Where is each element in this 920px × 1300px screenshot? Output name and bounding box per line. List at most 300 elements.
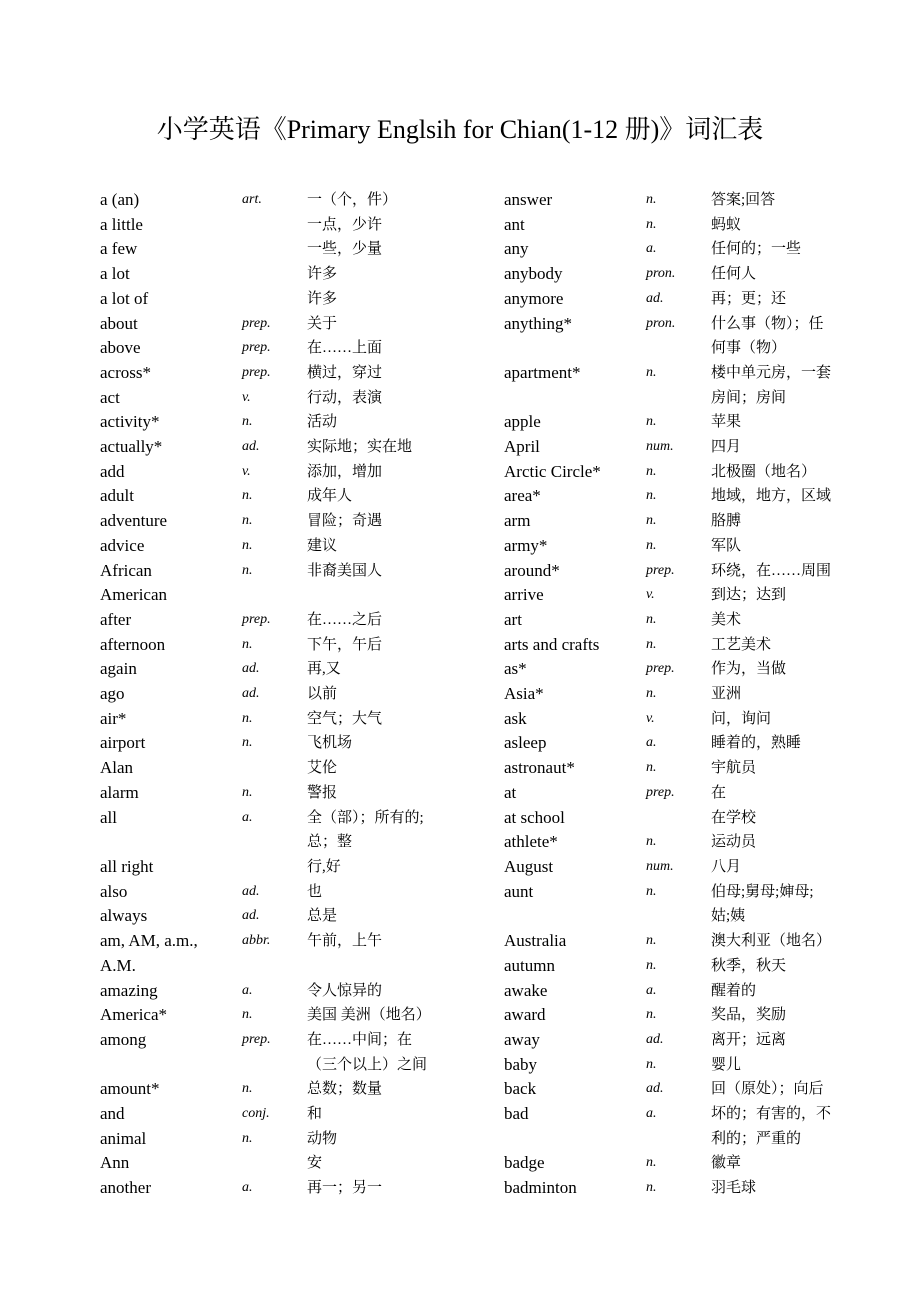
vocab-meaning-line: 行动，表演 xyxy=(307,389,383,406)
vocab-meaning xyxy=(711,806,914,831)
vocab-entry xyxy=(100,361,496,386)
vocab-word-line: badge xyxy=(504,1153,545,1173)
vocab-entry xyxy=(100,509,496,534)
vocab-word xyxy=(504,213,642,238)
vocab-entry xyxy=(504,1053,914,1078)
vocab-entry xyxy=(100,855,496,880)
part-of-speech: v. xyxy=(242,389,251,405)
vocab-word xyxy=(100,237,238,262)
vocab-word-line: anymore xyxy=(504,288,564,308)
vocab-entry xyxy=(100,608,496,633)
vocab-word xyxy=(504,509,642,534)
vocab-word-line: art xyxy=(504,609,522,629)
vocab-meaning-line: 亚洲 xyxy=(711,686,742,703)
vocab-word-line: America* xyxy=(100,1005,168,1025)
vocab-entry xyxy=(100,1003,496,1028)
vocab-entry xyxy=(504,682,914,707)
vocab-word-line: afternoon xyxy=(100,634,166,654)
vocab-meaning xyxy=(711,1176,914,1201)
part-of-speech: n. xyxy=(646,414,657,430)
vocab-entry xyxy=(100,559,496,608)
vocab-word-line: ago xyxy=(100,684,125,704)
vocab-word xyxy=(100,435,238,460)
vocab-column-left xyxy=(100,188,496,1201)
vocab-meaning-line: 许多 xyxy=(307,290,338,307)
vocab-word xyxy=(100,534,238,559)
vocab-meaning-line: 总数；数量 xyxy=(307,1081,383,1098)
part-of-speech: n. xyxy=(242,1081,253,1097)
vocab-word xyxy=(100,682,238,707)
vocab-word-line: area* xyxy=(504,486,541,506)
vocab-word-line: army* xyxy=(504,535,548,555)
vocab-word-line: answer xyxy=(504,190,553,209)
vocab-meaning-line: 胳膊 xyxy=(711,513,742,530)
vocab-word xyxy=(504,608,642,633)
vocab-word-line: aunt xyxy=(504,881,534,901)
part-of-speech: prep. xyxy=(242,315,271,331)
vocab-entry xyxy=(504,830,914,855)
vocab-word xyxy=(504,682,642,707)
vocab-entry xyxy=(504,731,914,756)
vocab-word xyxy=(100,806,238,831)
vocab-meaning-line: 八月 xyxy=(711,858,742,875)
vocab-meaning-line: 在……上面 xyxy=(307,340,383,357)
part-of-speech: a. xyxy=(646,982,657,998)
vocab-entry xyxy=(504,410,914,435)
vocab-meaning xyxy=(307,262,496,287)
vocab-meaning-line: 下午，午后 xyxy=(307,636,383,653)
vocab-entry xyxy=(100,484,496,509)
part-of-speech: n. xyxy=(646,760,657,776)
part-of-speech: n. xyxy=(646,636,657,652)
vocab-meaning-line: 总是 xyxy=(307,908,338,925)
vocab-meaning xyxy=(711,213,914,238)
vocab-meaning xyxy=(307,979,496,1004)
vocab-meaning-line: 何事（物） xyxy=(711,340,787,357)
vocab-word xyxy=(100,707,238,732)
vocab-entry xyxy=(504,1176,914,1201)
vocab-meaning xyxy=(307,386,496,411)
vocab-word xyxy=(100,1127,238,1152)
vocab-word-line: astronaut* xyxy=(504,758,575,778)
vocab-entry xyxy=(504,534,914,559)
vocab-word-line: another xyxy=(100,1178,151,1198)
vocab-entry xyxy=(100,386,496,411)
vocab-entry xyxy=(100,213,496,238)
vocab-word xyxy=(504,1151,642,1176)
vocab-entry xyxy=(100,880,496,905)
vocab-entry xyxy=(504,929,914,954)
vocab-word-line: always xyxy=(100,906,148,926)
part-of-speech: conj. xyxy=(242,1106,270,1122)
vocab-meaning-line: 澳大利亚（地名） xyxy=(711,933,832,950)
vocab-word xyxy=(504,731,642,756)
vocab-word-line: away xyxy=(504,1029,540,1049)
vocab-meaning-line: 宇航员 xyxy=(711,760,757,777)
vocab-entry xyxy=(100,979,496,1004)
vocab-entry xyxy=(100,410,496,435)
vocab-meaning-line: 美术 xyxy=(711,611,742,628)
vocab-word-line: anything* xyxy=(504,313,572,333)
vocab-meaning-line: 实际地；实在地 xyxy=(307,439,413,456)
vocab-word xyxy=(100,509,238,534)
vocab-meaning-line: 运动员 xyxy=(711,834,757,851)
vocab-entry xyxy=(100,1028,496,1077)
vocab-word xyxy=(100,1102,238,1127)
vocab-entry xyxy=(504,657,914,682)
vocab-word-line: apple xyxy=(504,412,541,432)
part-of-speech: n. xyxy=(242,1130,253,1146)
vocab-entry xyxy=(504,781,914,806)
vocab-entry xyxy=(100,188,496,213)
vocab-word-line: April xyxy=(504,437,540,457)
vocab-meaning-line: 警报 xyxy=(307,784,338,801)
vocab-meaning xyxy=(711,880,914,929)
vocab-entry xyxy=(504,855,914,880)
vocab-meaning-line: 徽章 xyxy=(711,1155,742,1172)
vocab-meaning xyxy=(307,435,496,460)
vocab-meaning xyxy=(307,806,496,855)
vocab-entry xyxy=(504,509,914,534)
vocab-word-line: a few xyxy=(100,239,138,259)
vocab-entry xyxy=(100,287,496,312)
vocab-meaning-line: 许多 xyxy=(307,266,338,283)
vocab-word xyxy=(504,435,642,460)
vocab-word-line: adult xyxy=(100,486,134,506)
vocab-entry xyxy=(504,312,914,361)
vocab-word-line: Ann xyxy=(100,1153,130,1173)
vocab-meaning xyxy=(711,1028,914,1053)
vocab-entry xyxy=(100,781,496,806)
vocab-meaning-line: 再,又 xyxy=(307,661,341,678)
part-of-speech: ad. xyxy=(242,883,260,899)
vocab-word-line: after xyxy=(100,609,132,629)
vocab-word-line: a lot of xyxy=(100,288,149,308)
vocab-word-line: also xyxy=(100,881,128,901)
part-of-speech: n. xyxy=(646,1155,657,1171)
vocab-word-line: bad xyxy=(504,1104,529,1124)
vocab-meaning-line: 任何的；一些 xyxy=(711,241,802,258)
vocab-word xyxy=(100,386,238,411)
vocab-meaning xyxy=(711,682,914,707)
part-of-speech: ad. xyxy=(242,686,260,702)
vocab-word-line: baby xyxy=(504,1054,538,1074)
vocab-meaning xyxy=(307,781,496,806)
vocab-word-line: activity* xyxy=(100,412,160,432)
vocab-meaning-line: 令人惊异的 xyxy=(307,982,383,999)
vocab-word xyxy=(504,657,642,682)
part-of-speech: a. xyxy=(646,735,657,751)
vocab-meaning xyxy=(711,410,914,435)
vocab-entry xyxy=(100,657,496,682)
vocab-meaning-line: 任何人 xyxy=(711,266,757,283)
vocab-meaning-line: 行,好 xyxy=(307,858,341,875)
vocab-word-line: August xyxy=(504,856,554,876)
vocab-meaning-line: 艾伦 xyxy=(307,760,338,777)
vocab-meaning-line: 伯母;舅母;婶母; xyxy=(711,883,814,900)
part-of-speech: prep. xyxy=(242,1031,271,1047)
vocab-word xyxy=(504,880,642,905)
vocab-entry xyxy=(100,1127,496,1152)
vocab-word-line: arrive xyxy=(504,585,544,605)
vocab-meaning-line: 非裔美国人 xyxy=(307,562,383,579)
vocab-meaning xyxy=(711,460,914,485)
part-of-speech: num. xyxy=(646,439,674,455)
vocab-word xyxy=(100,1003,238,1028)
part-of-speech: abbr. xyxy=(242,933,271,949)
part-of-speech: prep. xyxy=(646,562,675,578)
vocab-meaning xyxy=(307,1028,496,1077)
vocab-word xyxy=(100,361,238,386)
part-of-speech: prep. xyxy=(242,340,271,356)
part-of-speech: ad. xyxy=(646,1031,664,1047)
vocab-meaning xyxy=(711,188,914,213)
vocab-entry xyxy=(100,262,496,287)
vocab-word xyxy=(100,657,238,682)
vocab-entry xyxy=(100,534,496,559)
vocab-meaning xyxy=(307,312,496,337)
vocab-meaning xyxy=(711,608,914,633)
vocab-word-line: animal xyxy=(100,1128,147,1148)
vocab-column-right xyxy=(504,188,914,1201)
vocab-meaning-line: 答案;回答 xyxy=(711,192,776,208)
vocab-entry xyxy=(100,237,496,262)
part-of-speech: n. xyxy=(242,735,253,751)
vocab-entry xyxy=(504,880,914,929)
vocab-word-line: and xyxy=(100,1104,125,1124)
vocab-meaning-line: 午前，上午 xyxy=(307,933,383,950)
vocab-entry xyxy=(100,312,496,337)
vocab-meaning-line: 离开；远离 xyxy=(711,1031,787,1048)
vocab-word-line: American xyxy=(100,585,168,605)
part-of-speech: n. xyxy=(646,216,657,232)
vocab-meaning xyxy=(711,707,914,732)
vocab-word-line: ask xyxy=(504,708,527,728)
vocab-meaning-line: 一（个，件） xyxy=(307,192,398,208)
vocab-word-line: badminton xyxy=(504,1178,577,1198)
vocab-word-line: awake xyxy=(504,980,548,1000)
vocab-word-line: asleep xyxy=(504,733,547,753)
part-of-speech: prep. xyxy=(242,611,271,627)
vocab-word xyxy=(504,287,642,312)
vocab-word-line: award xyxy=(504,1005,546,1025)
vocab-entry xyxy=(100,756,496,781)
vocab-word xyxy=(100,880,238,905)
vocab-word xyxy=(504,1077,642,1102)
vocab-word xyxy=(504,756,642,781)
vocab-meaning-line: 在……中间；在 xyxy=(307,1031,413,1048)
vocab-meaning xyxy=(307,1003,496,1028)
vocab-word xyxy=(100,929,238,978)
vocab-meaning xyxy=(307,1102,496,1127)
vocab-word xyxy=(504,559,642,584)
vocab-entry xyxy=(504,583,914,608)
vocab-meaning xyxy=(711,1003,914,1028)
vocab-word xyxy=(100,460,238,485)
part-of-speech: v. xyxy=(646,710,655,726)
vocab-meaning xyxy=(711,262,914,287)
vocab-word xyxy=(100,287,238,312)
vocab-meaning xyxy=(711,484,914,509)
part-of-speech: n. xyxy=(242,414,253,430)
vocab-word-line: autumn xyxy=(504,955,555,975)
vocab-word xyxy=(504,361,642,386)
vocab-meaning-line: 以前 xyxy=(307,686,338,703)
vocab-entry xyxy=(504,1151,914,1176)
vocab-meaning xyxy=(307,559,496,584)
vocab-word-line: adventure xyxy=(100,511,168,531)
vocab-entry xyxy=(504,1077,914,1102)
vocab-entry xyxy=(504,1028,914,1053)
vocab-meaning-line: 军队 xyxy=(711,537,742,554)
vocab-meaning-line: 问，询问 xyxy=(711,710,772,727)
vocab-meaning-line: 作为，当做 xyxy=(711,661,787,678)
vocab-word-line: any xyxy=(504,239,529,259)
vocab-word-line: anybody xyxy=(504,264,563,284)
vocab-meaning-line: 全（部）；所有的; xyxy=(307,809,424,826)
vocab-meaning xyxy=(307,1176,496,1201)
vocab-meaning-line: 地域，地方，区域 xyxy=(711,488,832,505)
vocab-meaning-line: 一点，少许 xyxy=(307,216,383,233)
vocab-meaning-line: 和 xyxy=(307,1106,323,1123)
vocab-meaning xyxy=(711,509,914,534)
part-of-speech: n. xyxy=(242,562,253,578)
vocab-meaning xyxy=(711,954,914,979)
vocab-meaning-line: 在学校 xyxy=(711,809,757,826)
vocab-word-line: a (an) xyxy=(100,190,140,209)
vocab-word xyxy=(504,781,642,806)
vocab-entry xyxy=(100,707,496,732)
vocab-word xyxy=(100,336,238,361)
vocab-meaning xyxy=(307,904,496,929)
vocab-meaning xyxy=(711,361,914,410)
vocab-meaning xyxy=(711,237,914,262)
vocab-meaning xyxy=(711,731,914,756)
vocab-meaning xyxy=(711,781,914,806)
vocab-word xyxy=(504,262,642,287)
vocab-entry xyxy=(504,435,914,460)
vocab-word-line: act xyxy=(100,387,120,407)
vocab-meaning xyxy=(307,287,496,312)
vocab-meaning xyxy=(711,1151,914,1176)
vocab-meaning xyxy=(711,657,914,682)
part-of-speech: n. xyxy=(242,537,253,553)
vocab-meaning xyxy=(711,534,914,559)
vocab-meaning xyxy=(711,559,914,584)
part-of-speech: a. xyxy=(242,982,253,998)
vocab-meaning xyxy=(307,1151,496,1176)
vocab-meaning-line: 利的；严重的 xyxy=(711,1130,802,1147)
vocab-word-line: actually* xyxy=(100,437,163,457)
vocab-word xyxy=(504,979,642,1004)
vocab-meaning xyxy=(307,657,496,682)
vocab-meaning-line: 添加，增加 xyxy=(307,463,383,480)
part-of-speech: n. xyxy=(242,1007,253,1023)
vocab-meaning-line: 秋季，秋天 xyxy=(711,957,787,974)
vocab-entry xyxy=(504,237,914,262)
vocab-word xyxy=(100,262,238,287)
vocab-meaning-line: 北极圈（地名） xyxy=(711,463,817,480)
vocab-entry xyxy=(100,1102,496,1127)
vocab-word xyxy=(504,633,642,658)
vocab-meaning-line: 横过，穿过 xyxy=(307,364,383,381)
vocab-word xyxy=(100,188,238,213)
vocab-word xyxy=(100,904,238,929)
vocab-meaning-line: 一些，少量 xyxy=(307,241,383,258)
vocab-entry xyxy=(100,460,496,485)
vocab-word-line: amount* xyxy=(100,1079,160,1099)
vocab-entry xyxy=(100,336,496,361)
part-of-speech: ad. xyxy=(242,661,260,677)
vocab-entry xyxy=(504,756,914,781)
vocab-word-line: apartment* xyxy=(504,362,581,382)
vocab-word-line: Australia xyxy=(504,931,567,951)
vocab-entry xyxy=(504,806,914,831)
vocab-word xyxy=(504,583,642,608)
part-of-speech: ad. xyxy=(242,439,260,455)
vocab-word-line: about xyxy=(100,313,138,333)
vocab-meaning-line: 奖品，奖励 xyxy=(711,1007,787,1024)
vocab-meaning xyxy=(307,460,496,485)
vocab-word-line: at xyxy=(504,782,517,802)
part-of-speech: ad. xyxy=(646,1081,664,1097)
part-of-speech: n. xyxy=(646,883,657,899)
vocab-word xyxy=(100,731,238,756)
vocab-word-line: above xyxy=(100,338,141,358)
vocab-meaning xyxy=(307,608,496,633)
vocab-meaning-line: 再一；另一 xyxy=(307,1180,383,1197)
vocab-meaning xyxy=(711,929,914,954)
vocab-word-line: back xyxy=(504,1079,537,1099)
vocab-meaning-line: 四月 xyxy=(711,439,742,456)
part-of-speech: n. xyxy=(646,364,657,380)
vocab-word-line: am, AM, a.m., xyxy=(100,931,198,951)
vocab-meaning-line: 在……之后 xyxy=(307,611,383,628)
vocab-meaning-line: 飞机场 xyxy=(307,735,353,752)
vocab-word xyxy=(100,633,238,658)
vocab-meaning-line: 在 xyxy=(711,784,727,801)
part-of-speech: prep. xyxy=(646,784,675,800)
vocab-word xyxy=(100,559,238,608)
vocab-meaning xyxy=(307,731,496,756)
vocab-word xyxy=(504,534,642,559)
part-of-speech: pron. xyxy=(646,266,676,282)
part-of-speech: a. xyxy=(242,1180,253,1196)
vocab-meaning-line: 空气；大气 xyxy=(307,710,383,727)
vocab-meaning-line: 醒着的 xyxy=(711,982,757,999)
vocab-word-line: ant xyxy=(504,214,525,234)
vocab-entry xyxy=(100,731,496,756)
vocab-word xyxy=(100,756,238,781)
vocab-meaning xyxy=(307,188,496,213)
vocab-entry xyxy=(504,484,914,509)
vocab-word xyxy=(504,484,642,509)
part-of-speech: num. xyxy=(646,858,674,874)
vocab-meaning-line: 婴儿 xyxy=(711,1056,742,1073)
vocab-meaning-line: （三个以上）之间 xyxy=(307,1056,428,1073)
part-of-speech: a. xyxy=(646,241,657,257)
part-of-speech: n. xyxy=(242,636,253,652)
part-of-speech: n. xyxy=(646,513,657,529)
vocab-word-line: arm xyxy=(504,511,531,531)
vocab-word xyxy=(504,1102,642,1127)
vocab-meaning xyxy=(711,435,914,460)
vocab-word-line: A.M. xyxy=(100,955,136,975)
vocab-word xyxy=(504,929,642,954)
vocab-entry xyxy=(504,287,914,312)
part-of-speech: n. xyxy=(242,488,253,504)
vocab-word xyxy=(504,1028,642,1053)
